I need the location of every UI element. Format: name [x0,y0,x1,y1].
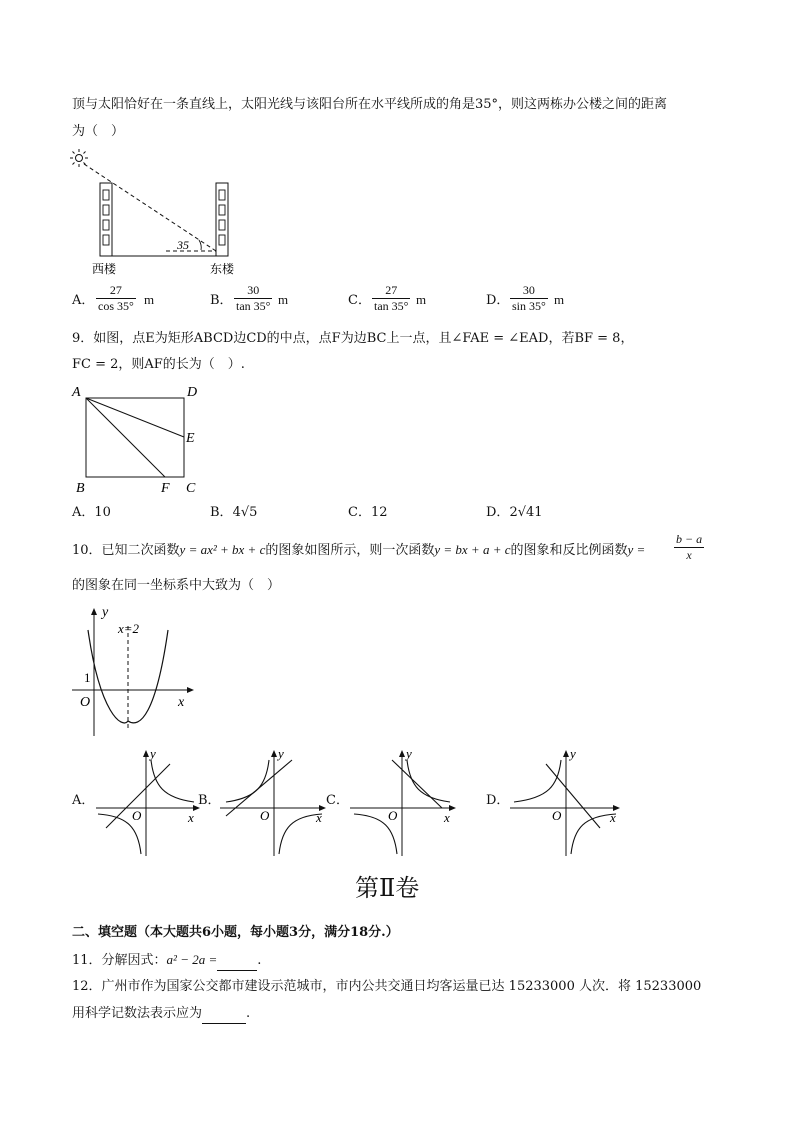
svg-text:x: x [610,810,616,825]
q10-fraction: $\frac{b - a}{x}$ [676,532,703,562]
svg-text:y: y [570,746,576,761]
q8-option-b-label: B． [210,293,233,308]
q10-x-axis-label: x [178,695,185,710]
q11-answer-blank[interactable] [217,952,257,971]
q8-option-c-label: C． [348,293,371,308]
q10-option-d-graph [508,746,624,858]
point-e-label: E [186,431,195,446]
q9-option-a: A．10 [72,505,111,520]
q10-option-c-label: C． [326,793,349,808]
sun-ray [84,164,216,251]
q10-option-a-label: A． [72,793,95,808]
q10-intercept-label: 1 [84,670,91,685]
q8-option-d-fraction: $\frac{30}{\sin 35^\circ}$ [512,283,546,313]
q8-text-line1: 顶与太阳恰好在一条直线上，太阳光线与该阳台所在水平线所成的角是35°，则这两栋办公楼之间的距离 [72,97,668,112]
point-d-label: D [187,385,198,400]
svg-text:x: x [188,810,194,825]
q10-option-d-label: D． [486,793,510,808]
svg-text:x: x [316,810,322,825]
svg-text:y: y [150,746,156,761]
q9-option-d: D．2√41 [486,505,543,520]
q8-option-d-label: D． [486,293,510,308]
q9-text-line2: FC = 2，则AF的长为（ ）. [72,357,245,372]
q9-option-b: B．4√5 [210,505,258,520]
q12-text-line1: 12．广州市作为国家公交都市建设示范城市，市内公共交通日均客运量已达 15233000 人次．将 15233000 [72,979,702,994]
q10-option-b-label: B． [198,793,221,808]
q10-option-b-graph [218,746,330,858]
q8-option-a-fraction: $\frac{27}{\cos 35^\circ}$ [98,283,134,313]
svg-text:y: y [406,746,412,761]
q10-symmetry-label: x=2 [118,621,140,636]
q8-option-b-fraction: $\frac{30}{\tan 35^\circ}$ [236,283,271,313]
q9-option-c: C．12 [348,505,388,520]
point-b-label: B [76,481,85,496]
point-a-label: A [72,385,81,400]
q10-text-line1: 10．已知二次函数y = ax² + bx + c的图象如图所示，则一次函数y = bx + a + c的图象和反比例函数y = [72,542,646,558]
west-building-label: 西楼 [92,262,117,276]
point-f-label: F [161,481,170,496]
q12-text-line2: 用科学记数法表示应为 . [72,1005,250,1024]
point-c-label: C [186,481,196,496]
q8-option-a-label: A． [72,293,95,308]
q11-text: 11．分解因式：a² − 2a = . [72,951,261,971]
q12-answer-blank[interactable] [202,1005,246,1024]
svg-text:O: O [388,808,398,823]
svg-text:O: O [132,808,142,823]
q9-text-line1: 9．如图，点E为矩形ABCD边CD的中点，点F为边BC上一点，且∠FAE = ∠EAD，若BF = 8， [72,331,634,346]
q8-option-c-fraction: $\frac{27}{\tan 35^\circ}$ [374,283,409,313]
svg-text:x: x [444,810,450,825]
q10-option-a-graph [94,746,204,858]
q8-building-figure [66,146,256,281]
q10-parabola-figure [66,604,206,740]
east-building-label: 东楼 [210,262,235,276]
q8-text-line2: 为（ ） [72,124,125,139]
section-2-heading: 二、填空题（本大题共6小题，每小题3分，满分18分.） [72,925,399,940]
q10-text-line2: 的图象在同一坐标系中大致为（ ） [72,578,281,593]
part-ii-title: 第Ⅱ卷 [355,874,420,902]
angle-label: 35 [177,238,189,252]
q9-rectangle-figure [70,382,210,497]
q10-y-axis-label: y [102,605,109,620]
svg-text:O: O [260,808,270,823]
svg-text:O: O [552,808,562,823]
q10-option-c-graph [348,746,460,858]
svg-text:y: y [278,746,284,761]
q10-origin-label: O [80,695,91,710]
